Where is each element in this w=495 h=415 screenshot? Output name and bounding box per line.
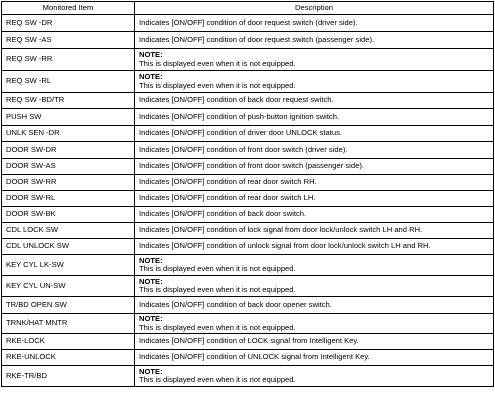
description-cell xyxy=(135,71,494,93)
description-cell: Indicates [ON/OFF] condition of back door opener switch. xyxy=(135,297,494,314)
note-text: This is displayed even when it is not equipped. xyxy=(139,264,296,273)
description-cell xyxy=(135,366,494,387)
table-row xyxy=(2,297,494,314)
monitored-item-cell: RKE-TR/BD xyxy=(2,366,135,387)
table-row xyxy=(2,314,494,334)
monitored-item-cell: DOOR SW-RL xyxy=(2,191,135,207)
table-row xyxy=(2,142,494,159)
table-row xyxy=(2,49,494,71)
note-label: NOTE: xyxy=(139,255,163,265)
monitored-item-cell: CDL LOCK SW xyxy=(2,223,135,239)
description-cell: Indicates [ON/OFF] condition of front door switch (passenger side). xyxy=(135,159,494,175)
monitored-item-cell: CDL UNLOCK SW xyxy=(2,239,135,255)
monitored-item-cell: DOOR SW-AS xyxy=(2,159,135,175)
monitored-item-cell: KEY CYL UN-SW xyxy=(2,276,135,297)
description-cell xyxy=(135,314,494,334)
monitored-item-cell: PUSH SW xyxy=(2,109,135,126)
table-row xyxy=(2,126,494,142)
table-row xyxy=(2,350,494,366)
column-header-monitored-item: Monitored Item xyxy=(2,2,135,15)
monitored-item-cell: DOOR SW-DR xyxy=(2,142,135,159)
table-row xyxy=(2,71,494,93)
description-cell: Indicates [ON/OFF] condition of back door switch. xyxy=(135,207,494,223)
table-row xyxy=(2,239,494,255)
monitored-item-cell: DOOR SW-BK xyxy=(2,207,135,223)
description-cell: Indicates [ON/OFF] condition of LOCK signal from Intelligent Key. xyxy=(135,334,494,350)
note-label: NOTE: xyxy=(139,366,163,376)
monitored-item-cell: KEY CYL LK-SW xyxy=(2,255,135,276)
monitored-item-cell: REQ SW -RL xyxy=(2,71,135,93)
monitored-item-cell: UNLK SEN -DR xyxy=(2,126,135,142)
description-cell: Indicates [ON/OFF] condition of unlock signal from door lock/unlock switch LH and RH. xyxy=(135,239,494,255)
description-cell: Indicates [ON/OFF] condition of back door request switch. xyxy=(135,93,494,109)
note-text: This is displayed even when it is not equipped. xyxy=(139,322,296,332)
table-row xyxy=(2,223,494,239)
note-text: This is displayed even when it is not equipped. xyxy=(139,58,296,68)
description-cell xyxy=(135,276,494,297)
description-cell xyxy=(135,255,494,276)
monitored-item-cell: RKE-UNLOCK xyxy=(2,350,135,366)
description-cell: Indicates [ON/OFF] condition of rear door switch RH. xyxy=(135,175,494,191)
note-text: This is displayed even when it is not equipped. xyxy=(139,285,296,294)
table-row xyxy=(2,159,494,175)
table-row xyxy=(2,207,494,223)
table-row xyxy=(2,276,494,297)
table-header-row xyxy=(2,2,494,15)
description-cell: Indicates [ON/OFF] condition of door request switch (driver side). xyxy=(135,15,494,32)
note-label: NOTE: xyxy=(139,276,163,286)
description-cell: Indicates [ON/OFF] condition of door request switch (passenger side). xyxy=(135,32,494,49)
description-cell: Indicates [ON/OFF] condition of driver door UNLOCK status. xyxy=(135,126,494,142)
monitored-item-cell: REQ SW -AS xyxy=(2,32,135,49)
monitored-item-cell: TRNK/HAT MNTR xyxy=(2,314,135,334)
monitored-item-cell: REQ SW -BD/TR xyxy=(2,93,135,109)
table-row xyxy=(2,366,494,387)
note-label: NOTE: xyxy=(139,50,163,59)
monitor-item-table xyxy=(1,1,494,387)
column-header-description: Description xyxy=(135,2,494,15)
table-row xyxy=(2,109,494,126)
description-cell xyxy=(135,49,494,71)
table-row xyxy=(2,175,494,191)
table-row xyxy=(2,93,494,109)
table-body xyxy=(2,15,494,387)
table-row xyxy=(2,255,494,276)
monitored-item-cell: RKE-LOCK xyxy=(2,334,135,350)
description-cell: Indicates [ON/OFF] condition of push-button ignition switch. xyxy=(135,109,494,126)
description-cell: Indicates [ON/OFF] condition of UNLOCK signal from Intelligent Key. xyxy=(135,350,494,366)
monitored-item-cell: TR/BD OPEN SW xyxy=(2,297,135,314)
description-cell: Indicates [ON/OFF] condition of front door switch (driver side). xyxy=(135,142,494,159)
table-row xyxy=(2,334,494,350)
note-label: NOTE: xyxy=(139,72,163,81)
description-cell: Indicates [ON/OFF] condition of lock signal from door lock/unlock switch LH and RH. xyxy=(135,223,494,239)
note-text: This is displayed even when it is not equipped. xyxy=(139,80,296,90)
table-row xyxy=(2,191,494,207)
monitor-item-table-container xyxy=(1,1,493,387)
table-row xyxy=(2,32,494,49)
note-text: This is displayed even when it is not equipped. xyxy=(139,375,296,384)
note-label: NOTE: xyxy=(139,314,163,323)
table-row xyxy=(2,15,494,32)
monitored-item-cell: REQ SW -DR xyxy=(2,15,135,32)
description-cell: Indicates [ON/OFF] condition of rear door switch LH. xyxy=(135,191,494,207)
monitored-item-cell: DOOR SW-RR xyxy=(2,175,135,191)
monitored-item-cell: REQ SW -RR xyxy=(2,49,135,71)
